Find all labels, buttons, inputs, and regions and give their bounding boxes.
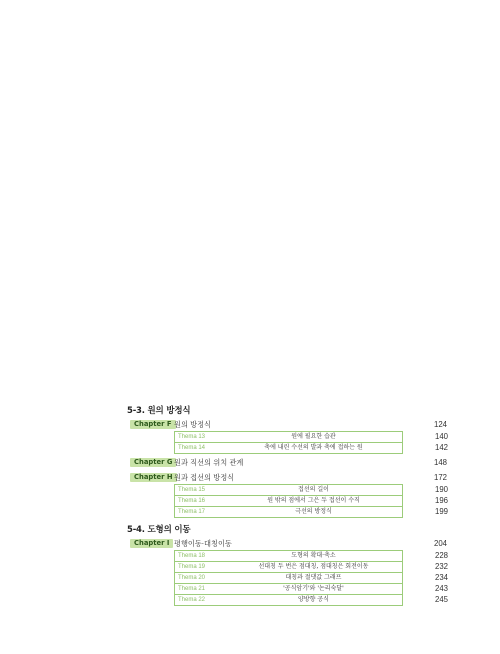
chapter-title: 원과 접선의 방정식: [174, 473, 235, 482]
thema-row[interactable]: [175, 562, 448, 573]
chapter-title: 원의 방정식: [174, 420, 212, 429]
thema-row[interactable]: [175, 432, 448, 443]
chapter-title: 원과 직선의 위치 관계: [174, 458, 244, 467]
page-number: 232: [434, 562, 448, 571]
section-title: 5-3. 원의 방정식: [127, 406, 191, 416]
page-number: 196: [434, 496, 448, 505]
thema-label: Thema 14: [178, 445, 206, 451]
chapter-title: 평행이동·대칭이동: [174, 539, 232, 548]
page-number: 199: [434, 507, 448, 516]
chapter-row-f[interactable]: [127, 418, 447, 431]
page-number: 234: [434, 573, 448, 582]
thema-label: Thema 17: [178, 509, 206, 515]
thema-row[interactable]: [175, 507, 448, 518]
thema-title: 선대칭 두 번은 점대칭, 점대칭은 회전이동: [258, 563, 369, 570]
section-title: 5-4. 도형의 이동: [127, 525, 191, 535]
thema-list: [174, 550, 448, 606]
chapter-badge: Chapter H: [130, 473, 177, 482]
chapter-row-i[interactable]: [127, 537, 447, 550]
chapter-row-g[interactable]: [127, 456, 447, 469]
thema-label: Thema 20: [178, 575, 206, 581]
thema-list: [174, 484, 448, 518]
thema-label: Thema 15: [178, 487, 206, 493]
thema-label: Thema 21: [178, 586, 206, 592]
thema-title: 원에 필요한 습관: [291, 433, 336, 440]
chapter-row-h[interactable]: [127, 471, 447, 484]
page-number: 142: [434, 443, 448, 452]
page-number: 190: [434, 485, 448, 494]
page-number: 245: [434, 595, 448, 604]
chapter-badge: Chapter F: [130, 420, 176, 429]
thema-title: '공식암기'와 '논리숙달': [283, 585, 344, 592]
page-number: 172: [433, 473, 447, 482]
page-number: 204: [433, 539, 447, 548]
thema-title: 축에 내린 수선의 발과 축에 접하는 원: [264, 444, 363, 451]
thema-label: Thema 19: [178, 564, 206, 570]
thema-row[interactable]: [175, 595, 448, 606]
chapter-badge: Chapter G: [130, 458, 176, 467]
thema-label: Thema 16: [178, 498, 206, 504]
thema-title: 극선의 방정식: [295, 508, 332, 515]
thema-label: Thema 22: [178, 597, 206, 603]
thema-title: 접선의 길이: [298, 486, 329, 493]
thema-row[interactable]: [175, 485, 448, 496]
thema-row[interactable]: [175, 573, 448, 584]
thema-label: Thema 13: [178, 434, 206, 440]
thema-list: [174, 431, 448, 454]
chapter-badge: Chapter I: [130, 539, 173, 548]
thema-title: 도형의 확대·축소: [291, 552, 336, 559]
thema-title: 원 밖의 점에서 그은 두 접선이 수직: [267, 497, 360, 504]
thema-row[interactable]: [175, 551, 448, 562]
thema-row[interactable]: [175, 496, 448, 507]
page-number: 148: [433, 458, 447, 467]
page-number: 124: [433, 420, 447, 429]
thema-row[interactable]: [175, 443, 448, 454]
thema-label: Thema 18: [178, 553, 206, 559]
table-of-contents: [127, 404, 447, 606]
thema-title: 대칭과 절댓값 그래프: [285, 574, 342, 581]
thema-row[interactable]: [175, 584, 448, 595]
page-number: 243: [434, 584, 448, 593]
thema-title: 양방향 공식: [298, 596, 329, 603]
page-number: 228: [434, 551, 448, 560]
page-number: 140: [434, 432, 448, 441]
